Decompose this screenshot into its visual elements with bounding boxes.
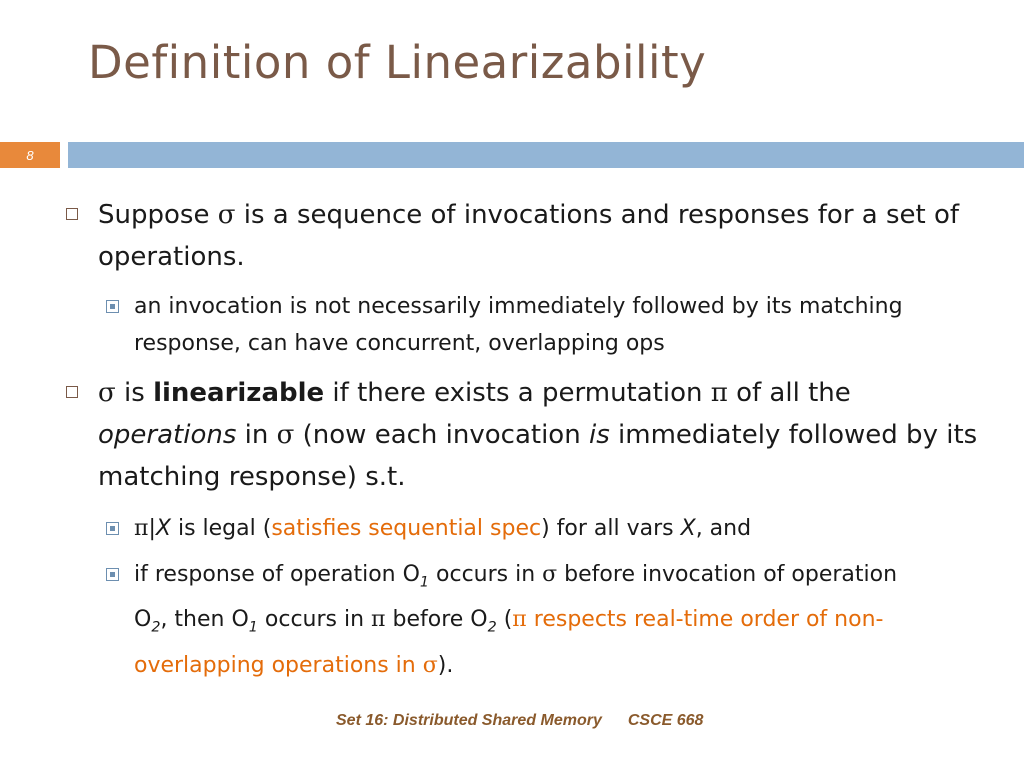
slide-number: 8	[26, 147, 34, 163]
filled-square-bullet-icon	[106, 522, 119, 535]
footer-course: CSCE 668	[627, 712, 704, 729]
footer-set: Set 16: Distributed Shared Memory	[336, 712, 602, 729]
bullet-2-text: σ is linearizable if there exists a permutation π of all the operations in σ (now each invocation is immediately followed by its matching response) s.t.	[98, 378, 978, 492]
header-bar	[68, 142, 1024, 168]
filled-square-bullet-icon	[106, 300, 119, 313]
square-bullet-icon	[66, 386, 78, 398]
slide-number-band	[0, 142, 60, 168]
slide-title: Definition of Linearizability	[88, 36, 707, 89]
sub-bullet-2-2-text: if response of operation $O_1$ occurs in σ before invocation of operation $O_2$, then $O_1$ occurs in π before $O_2$ (π respects real-time order of non-overlapping operations in σ).	[134, 562, 898, 678]
square-bullet-icon	[66, 208, 78, 220]
sub-bullet-1-1-text: an invocation is not necessarily immediately followed by its matching response, can have concurrent, overlapping ops	[134, 294, 903, 356]
footer	[336, 712, 703, 730]
sub-bullet-2-1-text: π|X is legal (satisfies sequential spec) for all vars X, and	[134, 516, 752, 541]
filled-square-bullet-icon	[106, 568, 119, 581]
bullet-1-text: Suppose σ is a sequence of invocations and responses for a set of operations.	[98, 200, 960, 272]
